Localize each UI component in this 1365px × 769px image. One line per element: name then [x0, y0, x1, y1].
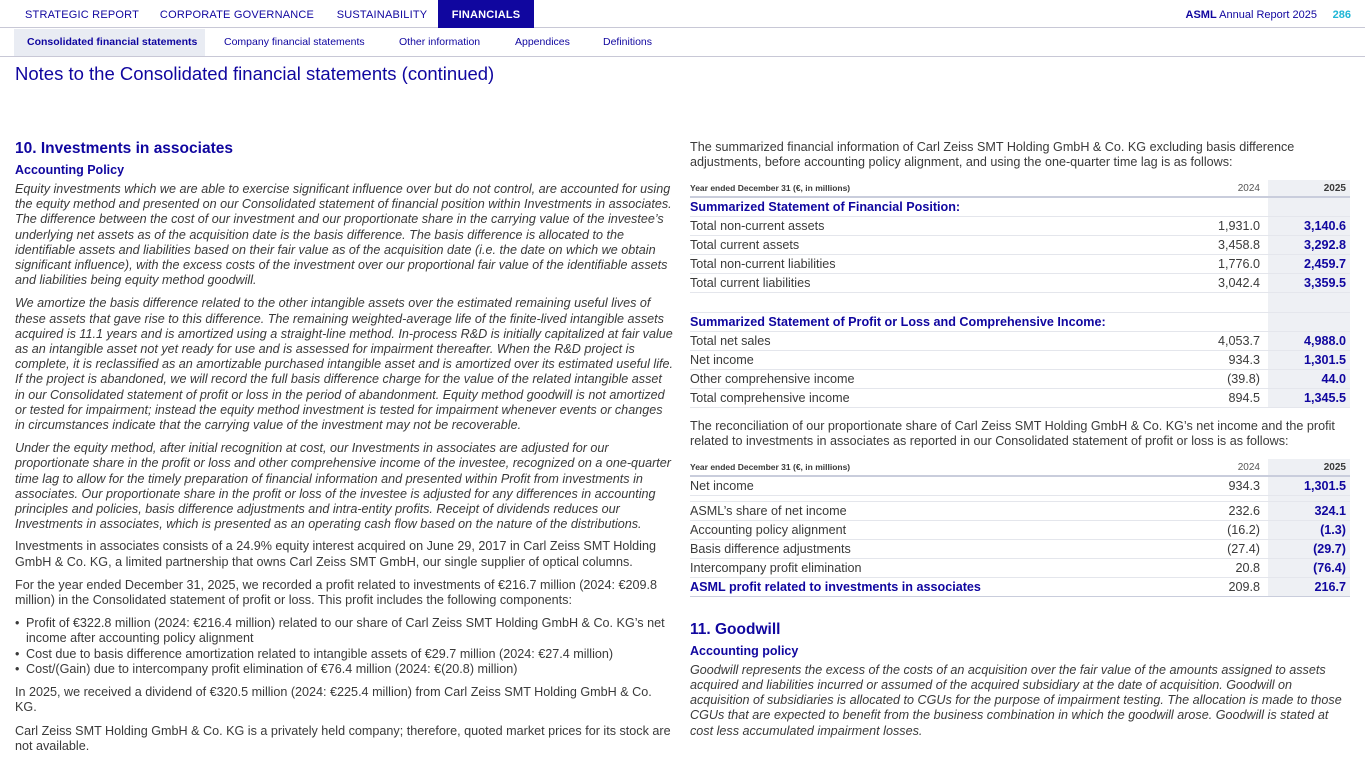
subnav-definitions[interactable]: Definitions [603, 36, 653, 48]
table-header-label: Year ended December 31 (€, in millions) [690, 459, 1188, 476]
value-2025: 324.1 [1268, 501, 1350, 520]
right-column [690, 140, 1350, 739]
section-label: Summarized Statement of Profit or Loss and Comprehensive Income: [690, 312, 1188, 331]
policy-paragraph-1: Equity investments which we are able to exercise significant influence over but do not control, are accounted for using the equity method and presented on our Consolidated statement of financial position within Investments in associates. The difference between the cost of our investment and our proportionate share in the carrying value of the investee’s underlying net assets as of the acquisition date is the basis difference. The basis difference is allocated to the identifiable assets and liabilities based on their fair value as of the acquisition date (i.e. the date on which we obtain significant influence), with the excess costs of the investment over our proportional fair value of the identifiable assets and liabilities being equity method goodwill. [15, 182, 672, 288]
table-row [690, 254, 1350, 273]
reconciliation-table [690, 459, 1350, 597]
value-2024: (27.4) [1188, 539, 1268, 558]
brand-name: ASML [1185, 9, 1217, 21]
table-header-2025: 2025 [1268, 459, 1350, 476]
row-label: Net income [690, 476, 1188, 495]
value-2024: 1,776.0 [1188, 254, 1268, 273]
subnav-consolidated-financial-statements[interactable]: Consolidated financial statements [14, 29, 205, 56]
table-row [690, 558, 1350, 577]
row-label: Other comprehensive income [690, 369, 1188, 388]
subnav-appendices[interactable]: Appendices [515, 36, 570, 48]
value-2024: 3,458.8 [1188, 235, 1268, 254]
row-label: Basis difference adjustments [690, 539, 1188, 558]
row-label: ASML profit related to investments in associates [690, 577, 1188, 596]
value-2025: 44.0 [1268, 369, 1350, 388]
section-heading-goodwill: 11. Goodwill [690, 620, 781, 638]
investment-paragraph: Investments in associates consists of a 24.9% equity interest acquired on June 29, 2017 in Carl Zeiss SMT Holding GmbH & Co. KG, a limited partnership that owns Carl Zeiss SMT GmbH, our single supplier of optical columns. [15, 539, 656, 569]
value-2024: 20.8 [1188, 558, 1268, 577]
value-2024: (39.8) [1188, 369, 1268, 388]
value-2025: 3,292.8 [1268, 235, 1350, 254]
row-label: Total current liabilities [690, 273, 1188, 292]
accounting-policy-heading: Accounting Policy [15, 163, 125, 177]
table-cell [1188, 197, 1268, 216]
goodwill-policy-heading: Accounting policy [690, 643, 799, 658]
table-header-2024: 2024 [1188, 180, 1268, 197]
page-number: 286 [1332, 9, 1351, 21]
table-row [690, 369, 1350, 388]
list-item: • Cost due to basis difference amortization related to intangible assets of €29.7 million (2024: €27.4 million) [15, 647, 675, 662]
tab-financials[interactable]: FINANCIALS [438, 0, 534, 28]
reconciliation-intro: The reconciliation of our proportionate share of Carl Zeiss SMT Holding GmbH & Co. KG’s net income and the profit related to investments in associates as reported in our Consolidated statement of profit or loss is as follows: [690, 418, 1335, 449]
policy-paragraph-3: Under the equity method, after initial recognition at cost, our Investments in associates are adjusted for our proportionate share in the profit or loss and other comprehensive income of the investee, recognized on a one-quarter time lag to allow for the timely preparation of financial information and presented within Profit from investments in associates. Our proportionate share in the profit or loss of the investee is adjusted for any differences in accounting principles and policies, basis difference adjustments and intra-entity profits. Receipt of dividends reduces our Investments in associates, which is presented as an operating cash flow based on the nature of the distributions. [15, 441, 671, 532]
table-row [690, 520, 1350, 539]
page-title: Notes to the Consolidated financial statements (continued) [15, 63, 495, 84]
list-item: • Profit of €322.8 million (2024: €216.4 million) related to our share of Carl Zeiss SMT Holding GmbH & Co. KG’s net income after accounting policy alignment [15, 616, 675, 646]
row-label: Total non-current liabilities [690, 254, 1188, 273]
table-row [690, 539, 1350, 558]
policy-paragraph-2: We amortize the basis difference related to the other intangible assets over the estimated remaining useful lives of these assets that gave rise to this difference. The remaining weighted-average life of the finite-lived intangible assets acquired is 11.1 years and is amortized using a straight-line method. In-process R&D is initially capitalized at fair value as an intangible asset not yet ready for use and is assessed for impairment thereafter. When the R&D project is complete, it is reclassified as an amortizable purchased intangible asset and is amortized over its estimated useful life. If the project is abandoned, we will record the full basis difference charge for the value of the related intangible asset in our Consolidated statement of profit or loss in the period of abandonment. Equity method goodwill is not amortized or tested for impairment; instead the equity method investment is tested for impairment whenever events or changes in circumstances indicate that the carrying value of the investment may not be recoverable. [15, 296, 673, 433]
table-cell [1268, 312, 1350, 331]
value-2025: 1,345.5 [1268, 388, 1350, 407]
profit-components-list [15, 616, 675, 677]
table-row [690, 235, 1350, 254]
row-label: Total comprehensive income [690, 388, 1188, 407]
section-heading-investments: 10. Investments in associates [15, 140, 233, 157]
row-label: Accounting policy alignment [690, 520, 1188, 539]
table-header-row [690, 459, 1350, 476]
value-2024: 1,931.0 [1188, 216, 1268, 235]
row-label: Net income [690, 350, 1188, 369]
table-cell [1268, 197, 1350, 216]
profit-paragraph: For the year ended December 31, 2025, we recorded a profit related to investments of €216.7 million (2024: €209.8 million) in the Consolidated statement of profit or loss. This profit includes the following components: [15, 577, 657, 608]
table-row [690, 331, 1350, 350]
list-item: • Cost/(Gain) due to intercompany profit elimination of €76.4 million (2024: €(20.8) million) [15, 662, 675, 677]
table-cell [690, 292, 1188, 312]
summarized-financial-table [690, 180, 1350, 408]
table-cell [1188, 292, 1268, 312]
table-cell [1188, 312, 1268, 331]
brand-report-title: Annual Report 2025 [1216, 9, 1317, 21]
report-brand [1186, 0, 1317, 31]
row-label: ASML’s share of net income [690, 501, 1188, 520]
summary-intro: The summarized financial information of Carl Zeiss SMT Holding GmbH & Co. KG excluding basis difference adjustments, before accounting policy alignment, and using the one-quarter time lag is as follows: [690, 140, 1295, 170]
section-label: Summarized Statement of Financial Position: [690, 197, 1188, 216]
value-2025: 1,301.5 [1268, 350, 1350, 369]
value-2024: 209.8 [1188, 577, 1268, 596]
value-2024: 3,042.4 [1188, 273, 1268, 292]
table-section-row [690, 197, 1350, 216]
left-column [15, 140, 675, 754]
value-2024: 894.5 [1188, 388, 1268, 407]
row-label: Total current assets [690, 235, 1188, 254]
table-header-2024: 2024 [1188, 459, 1268, 476]
table-header-label: Year ended December 31 (€, in millions) [690, 180, 1188, 197]
subnav-other-information[interactable]: Other information [399, 36, 481, 48]
value-2025: 2,459.7 [1268, 254, 1350, 273]
value-2024: (16.2) [1188, 520, 1268, 539]
value-2025: (1.3) [1268, 520, 1350, 539]
value-2025: 3,359.5 [1268, 273, 1350, 292]
subnav-company-financial-statements[interactable]: Company financial statements [224, 36, 365, 48]
table-section-row [690, 312, 1350, 331]
tab-corporate-governance[interactable]: CORPORATE GOVERNANCE [159, 9, 315, 21]
value-2025: (76.4) [1268, 558, 1350, 577]
table-row [690, 388, 1350, 407]
table-cell [1268, 292, 1350, 312]
table-total-row [690, 577, 1350, 596]
table-header-2025: 2025 [1268, 180, 1350, 197]
value-2024: 4,053.7 [1188, 331, 1268, 350]
table-row [690, 216, 1350, 235]
row-label: Total net sales [690, 331, 1188, 350]
goodwill-paragraph: Goodwill represents the excess of the costs of an acquisition over the fair value of the amounts assigned to assets acquired and liabilities incurred or assumed of the acquired subsidiary at the date of acquisition. Goodwill on acquisition of subsidiaries is allocated to CGUs for the purpose of impairment testing. The allocation is made to those CGUs that are expected to benefit from the business combination in which the goodwill arose. Goodwill is stated at cost less accumulated impairment losses. [690, 662, 1342, 738]
value-2025: 3,140.6 [1268, 216, 1350, 235]
table-row [690, 476, 1350, 495]
top-navigation [0, 0, 1365, 28]
value-2024: 934.3 [1188, 476, 1268, 495]
table-header-row [690, 180, 1350, 197]
row-label: Intercompany profit elimination [690, 558, 1188, 577]
value-2025: 216.7 [1268, 577, 1350, 596]
market-price-paragraph: Carl Zeiss SMT Holding GmbH & Co. KG is a privately held company; therefore, quoted market prices for its stock are not available. [15, 723, 671, 753]
value-2025: 1,301.5 [1268, 476, 1350, 495]
table-row [690, 501, 1350, 520]
value-2025: 4,988.0 [1268, 331, 1350, 350]
tab-sustainability[interactable]: SUSTAINABILITY [336, 9, 428, 21]
dividend-paragraph: In 2025, we received a dividend of €320.5 million (2024: €225.4 million) from Carl Zeiss SMT Holding GmbH & Co. KG. [15, 685, 652, 715]
sub-navigation [0, 29, 1365, 57]
table-spacer-row [690, 292, 1350, 312]
value-2024: 232.6 [1188, 501, 1268, 520]
value-2024: 934.3 [1188, 350, 1268, 369]
table-row [690, 273, 1350, 292]
value-2025: (29.7) [1268, 539, 1350, 558]
tab-strategic-report[interactable]: STRATEGIC REPORT [24, 9, 140, 21]
table-row [690, 350, 1350, 369]
row-label: Total non-current assets [690, 216, 1188, 235]
